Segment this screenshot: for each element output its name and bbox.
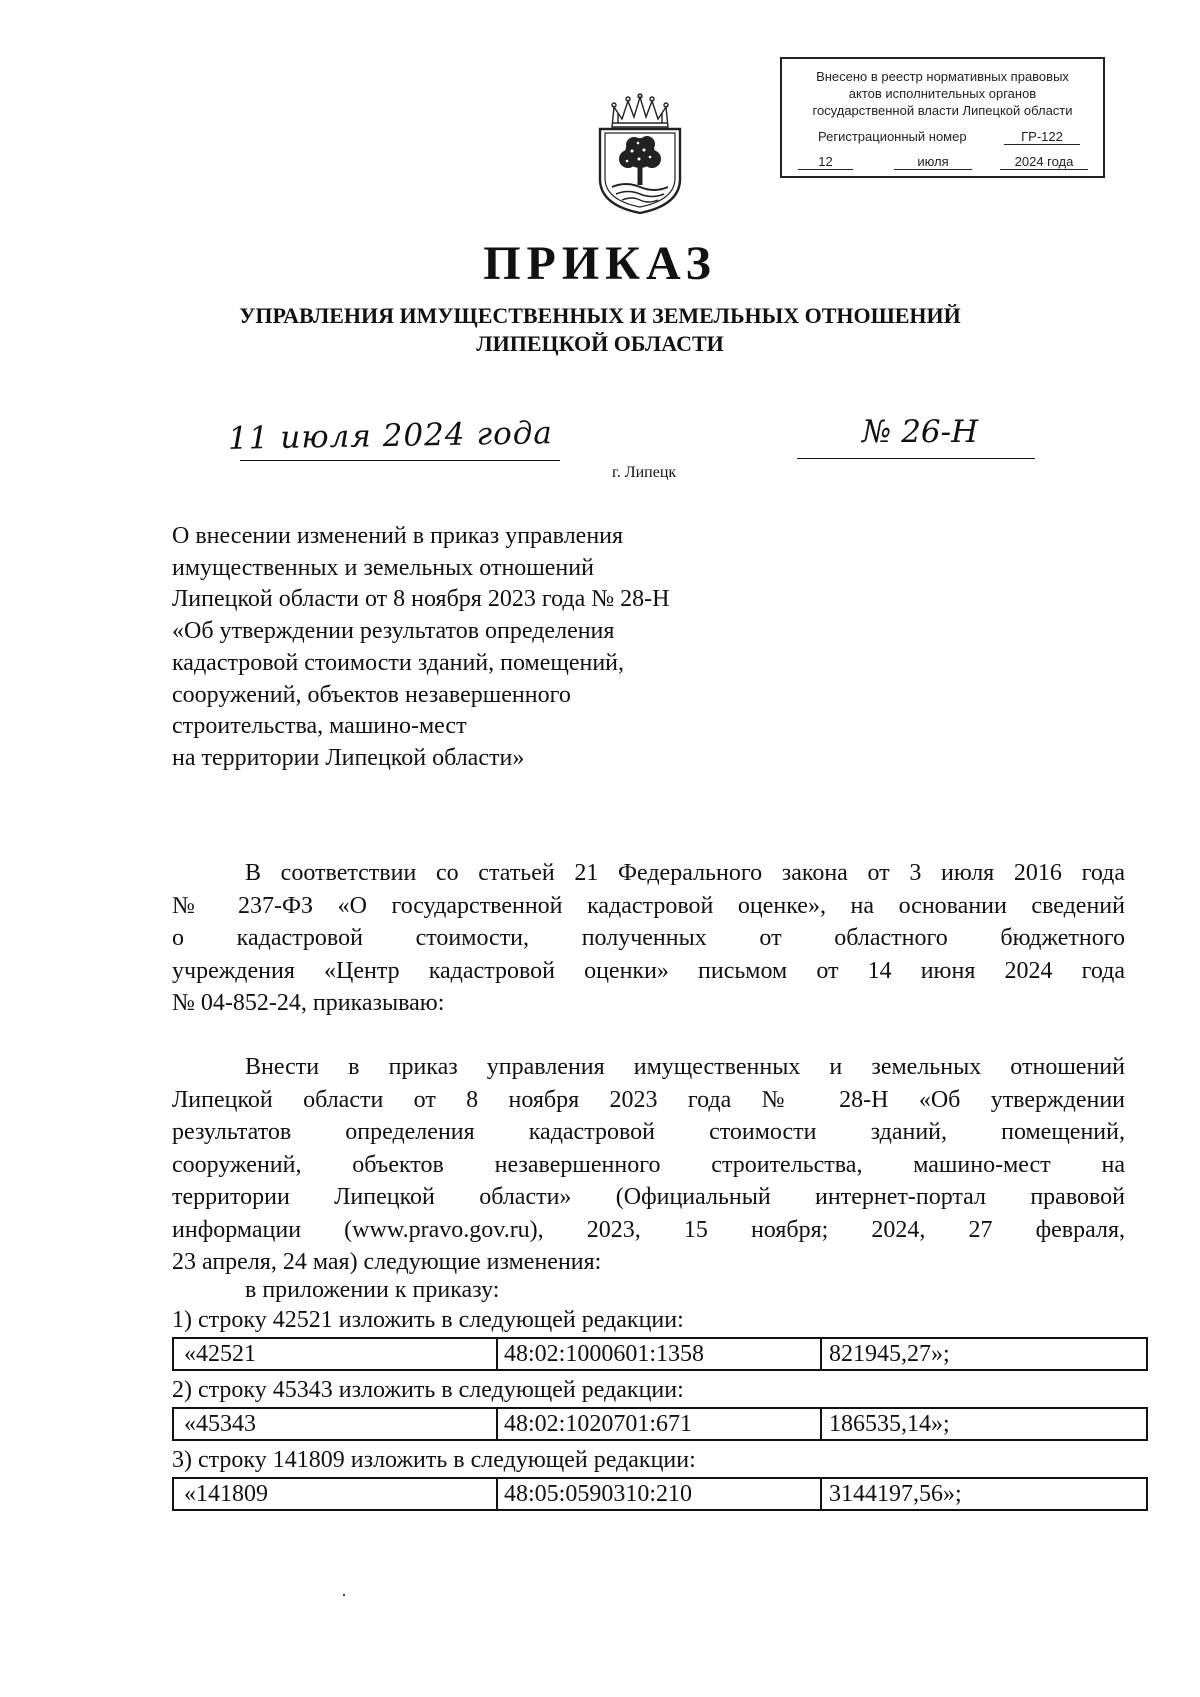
stamp-day: 12 bbox=[798, 154, 853, 170]
order-subject bbox=[172, 521, 792, 775]
city-label: г. Липецк bbox=[612, 464, 677, 481]
paragraph-line: Липецкой области от 8 ноября 2023 года № 28-Н «Об утверждении bbox=[172, 1086, 1125, 1113]
paragraph-line: о кадастровой стоимости, полученных от областного бюджетного bbox=[172, 925, 1125, 951]
subject-line: на территории Липецкой области» bbox=[172, 744, 525, 771]
annex-line: в приложении к приказу: bbox=[245, 1277, 500, 1303]
stamp-reg-label: Регистрационный номер bbox=[818, 129, 967, 144]
handwritten-number: № 26-Н bbox=[862, 414, 979, 450]
stamp-text bbox=[782, 68, 1103, 119]
subject-line: имущественных и земельных отношений bbox=[172, 554, 594, 581]
date-underline bbox=[240, 460, 560, 461]
subject-line: строительства, машино-мест bbox=[172, 713, 467, 740]
table-divider bbox=[496, 1477, 498, 1511]
subject-line: О внесении изменений в приказ управления bbox=[172, 523, 624, 549]
paragraph-line: информации (www.pravo.gov.ru), 2023, 15 ноября; 2024, 27 февраля, bbox=[172, 1216, 1125, 1243]
paragraph-line: территории Липецкой области» (Официальный интернет-портал правовой bbox=[172, 1184, 1125, 1210]
amendment-instruction: 2) строку 45343 изложить в следующей редакции: bbox=[172, 1377, 684, 1403]
document-title: ПРИКАЗ bbox=[483, 237, 717, 290]
paragraph-line: сооружений, объектов незавершенного строительства, машино-мест на bbox=[172, 1151, 1125, 1178]
scan-speck bbox=[343, 1594, 345, 1596]
paragraph-line: № 04-852-24, приказываю: bbox=[172, 990, 445, 1016]
stamp-reg-number: ГР-122 bbox=[1004, 129, 1080, 145]
table-divider bbox=[820, 1407, 822, 1441]
table-cell-cadastral-number: 48:02:1020701:671 bbox=[504, 1411, 693, 1437]
operative-paragraph bbox=[172, 1051, 1125, 1279]
paragraph-line: В соответствии со статьей 21 Федерального закона от 3 июля 2016 года bbox=[245, 860, 1125, 886]
coat-of-arms-emblem bbox=[592, 93, 688, 217]
subtitle-line-1: УПРАВЛЕНИЯ ИМУЩЕСТВЕННЫХ И ЗЕМЕЛЬНЫХ ОТНОШЕНИЙ bbox=[239, 303, 961, 328]
stamp-line-1: Внесено в реестр нормативных правовых bbox=[816, 69, 1069, 84]
paragraph-line: учреждения «Центр кадастровой оценки» письмом от 14 июня 2024 года bbox=[172, 957, 1125, 984]
amendment-table-row bbox=[172, 1477, 1148, 1511]
amendment-table-row bbox=[172, 1337, 1148, 1371]
paragraph-line: № 237-ФЗ «О государственной кадастровой оценке», на основании сведений bbox=[172, 892, 1125, 919]
preamble-paragraph bbox=[172, 857, 1125, 1020]
subject-line: кадастровой стоимости зданий, помещений, bbox=[172, 649, 625, 676]
table-divider bbox=[820, 1477, 822, 1511]
stamp-line-3: государственной власти Липецкой области bbox=[812, 103, 1073, 118]
table-divider bbox=[496, 1407, 498, 1441]
stamp-month: июля bbox=[894, 154, 972, 170]
document-subtitle bbox=[0, 302, 1200, 358]
amendment-instruction: 1) строку 42521 изложить в следующей редакции: bbox=[172, 1307, 684, 1333]
subject-line: «Об утверждении результатов определения bbox=[172, 618, 615, 645]
registration-stamp bbox=[780, 57, 1105, 178]
paragraph-line: результатов определения кадастровой стоимости зданий, помещений, bbox=[172, 1119, 1125, 1145]
table-cell-cadastral-value: 821945,27»; bbox=[829, 1341, 950, 1367]
paragraph-line: 23 апреля, 24 мая) следующие изменения: bbox=[172, 1249, 602, 1275]
paragraph-line: Внести в приказ управления имущественных и земельных отношений bbox=[245, 1054, 1125, 1080]
subject-line: сооружений, объектов незавершенного bbox=[172, 681, 571, 708]
table-cell-row-number: «42521 bbox=[184, 1341, 256, 1367]
table-cell-row-number: «141809 bbox=[184, 1481, 268, 1507]
handwritten-date: 11 июля 2024 года bbox=[227, 415, 554, 457]
amendment-table-row bbox=[172, 1407, 1148, 1441]
table-divider bbox=[820, 1337, 822, 1371]
table-cell-cadastral-value: 3144197,56»; bbox=[829, 1481, 962, 1507]
table-divider bbox=[496, 1337, 498, 1371]
subject-line: Липецкой области от 8 ноября 2023 года № 28-Н bbox=[172, 586, 670, 613]
stamp-line-2: актов исполнительных органов bbox=[848, 86, 1037, 101]
amendment-instruction: 3) строку 141809 изложить в следующей редакции: bbox=[172, 1447, 696, 1473]
table-cell-cadastral-number: 48:05:0590310:210 bbox=[504, 1481, 693, 1507]
subtitle-line-2: ЛИПЕЦКОЙ ОБЛАСТИ bbox=[476, 331, 724, 356]
table-cell-row-number: «45343 bbox=[184, 1411, 256, 1437]
table-cell-cadastral-number: 48:02:1000601:1358 bbox=[504, 1341, 705, 1367]
table-cell-cadastral-value: 186535,14»; bbox=[829, 1411, 950, 1437]
stamp-year: 2024 года bbox=[1000, 154, 1088, 170]
number-underline bbox=[797, 458, 1035, 459]
